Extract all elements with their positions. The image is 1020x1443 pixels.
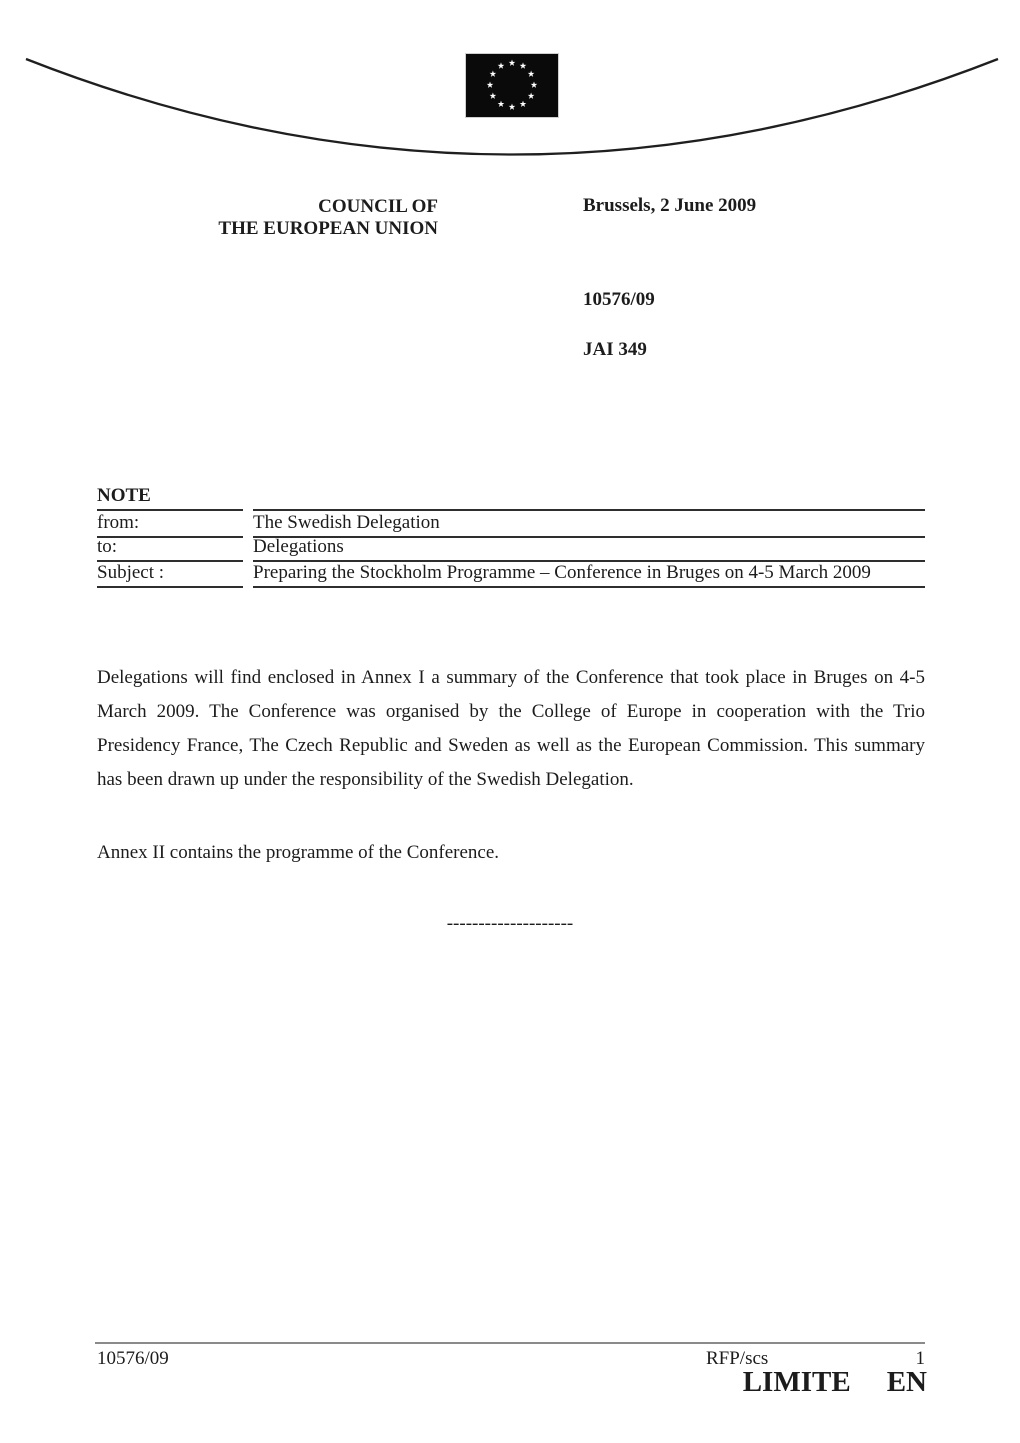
document-code: JAI 349 (583, 339, 647, 360)
to-value: Delegations (253, 538, 925, 562)
note-table-gap (243, 538, 253, 562)
note-table-gap (243, 511, 253, 538)
footer-classification (743, 1366, 927, 1399)
eu-stars-icon (466, 54, 558, 117)
separator-dashes: -------------------- (446, 913, 574, 934)
from-label: from: (97, 511, 243, 538)
note-table (97, 487, 925, 588)
institution-line-2: THE EUROPEAN UNION (218, 218, 438, 239)
footer-document-number: 10576/09 (97, 1348, 169, 1369)
institution-line-1: COUNCIL OF (318, 196, 438, 217)
footer-rule (95, 1342, 925, 1344)
language-label: EN (886, 1366, 927, 1398)
note-table-to-row (97, 538, 925, 562)
body-paragraph-1: Delegations will find enclosed in Annex I a summary of the Conference that took place in Bruges on 4-5 March 2009. The Conference was organised by the College of Europe in cooperation with the Trio Presidency France, The Czech Republic and Sweden as well as the European Commission. This summary has been drawn up under the responsibility of the Swedish Delegation. (97, 667, 925, 790)
footer-drafter-initials: RFP/scs (706, 1348, 769, 1369)
note-title: NOTE (97, 487, 243, 511)
note-table-gap (243, 562, 253, 588)
body-paragraph-2: Annex II contains the programme of the Conference. (97, 842, 500, 863)
eu-flag (465, 53, 559, 118)
document-number: 10576/09 (583, 289, 655, 310)
note-title-rule (253, 487, 925, 511)
note-table-from-row (97, 511, 925, 538)
from-value: The Swedish Delegation (253, 511, 925, 538)
note-table-gap (243, 487, 253, 511)
note-table-subject-row (97, 562, 925, 588)
subject-label: Subject : (97, 562, 243, 588)
classification-label: LIMITE (742, 1366, 851, 1398)
institution-name (137, 196, 438, 240)
to-label: to: (97, 538, 243, 562)
footer-page-number: 1 (915, 1348, 925, 1369)
place-and-date: Brussels, 2 June 2009 (583, 195, 757, 216)
note-table-title-row (97, 487, 925, 511)
subject-value: Preparing the Stockholm Programme – Conference in Bruges on 4-5 March 2009 (253, 562, 925, 588)
